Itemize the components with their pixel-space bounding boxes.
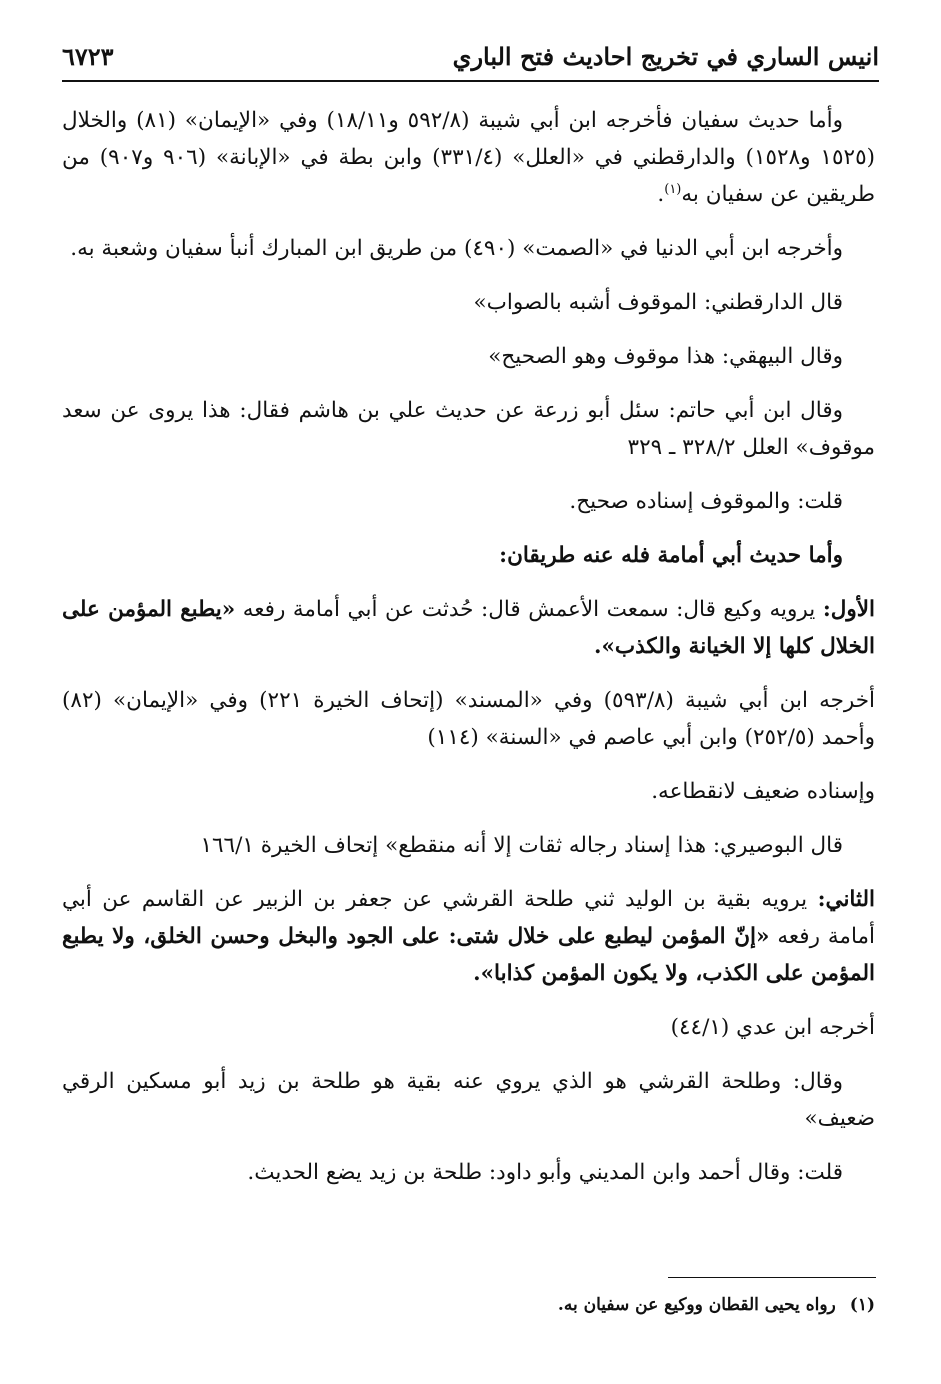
footnote-number: (١) xyxy=(849,1295,875,1315)
paragraph-busiri-quote: قال البوصيري: هذا إسناد رجاله ثقات إلا أنه منقطع» إتحاف الخيرة ١٦٦/١ xyxy=(200,833,843,858)
paragraph-sufyan-hadith: وأما حديث سفيان فأخرجه ابن أبي شيبة (٥٩٢/٨ و١٨/١١) وفي «الإيمان» (٨١) والخلال (١٥٢٥ و١٥٢٨) والدارقطني في «العلل» (٣٣١/٤) وابن بطة في «الإبانة» (٩٠٦ و٩٠٧) من طريقين عن سفيان به$^{(١)}$. xyxy=(62,108,876,207)
paragraph-author-note: قلت: والموقوف إسناده صحيح. xyxy=(569,489,843,514)
paragraph-ibn-adi: أخرجه ابن عدي (٤٤/١) xyxy=(670,1015,875,1040)
footnote xyxy=(62,1290,875,1320)
paragraph-ibn-abi-dunya: وأخرجه ابن أبي الدنيا في «الصمت» (٤٩٠) من طريق ابن المبارك أنبأ سفيان وشعبة به. xyxy=(70,236,843,261)
page-body xyxy=(62,102,875,1208)
page-number: ٦٧٢٣ xyxy=(62,42,114,71)
paragraph-second-route: الثاني: يرويه بقية بن الوليد ثني طلحة القرشي عن جعفر بن الزبير عن القاسم عن أبي أمامة رفعه «إنّ المؤمن ليطبع على خلال شتى: على الجود والبخل وحسن الخلق، ولا يطبع المؤمن على الكذب، ولا يكون المؤمن كذابا». xyxy=(62,887,875,986)
paragraph-daraqutni-quote: قال الدارقطني: الموقوف أشبه بالصواب» xyxy=(473,290,843,315)
header-rule xyxy=(62,80,879,82)
footnote-separator xyxy=(668,1277,876,1278)
paragraph-ibn-adi-comment: وقال: وطلحة القرشي هو الذي يروي عنه بقية هو طلحة بن زيد أبو مسكين الرقي ضعيف» xyxy=(62,1069,875,1131)
hadith-text-first: «يطبع المؤمن على الخلال كلها إلا الخيانة والكذب». xyxy=(62,597,875,659)
footnote-marker: (١) xyxy=(664,181,682,197)
route-label-first: الأول: xyxy=(822,597,875,622)
paragraph-weak-chain: وإسناده ضعيف لانقطاعه. xyxy=(651,779,875,804)
paragraph-first-route: الأول: يرويه وكيع قال: سمعت الأعمش قال: حُدثت عن أبي أمامة رفعه «يطبع المؤمن على الخلال كلها إلا الخيانة والكذب». xyxy=(62,597,875,659)
footnote-text: رواه يحيى القطان ووكيع عن سفيان به. xyxy=(557,1295,836,1315)
paragraph-first-route-takhrij: أخرجه ابن أبي شيبة (٥٩٣/٨) وفي «المسند» (إتحاف الخيرة ٢٢١) وفي «الإيمان» (٨٢) وأحمد (٢٥٢/٥) وابن أبي عاصم في «السنة» (١١٤) xyxy=(62,688,876,750)
running-header xyxy=(62,40,879,78)
paragraph-bayhaqi-quote: وقال البيهقي: هذا موقوف وهو الصحيح» xyxy=(488,344,843,369)
hadith-text-second: «إنّ المؤمن ليطبع على خلال شتى: على الجود والبخل وحسن الخلق، ولا يطبع المؤمن على الكذب، ولا يكون المؤمن كذابا». xyxy=(62,924,875,986)
route-label-second: الثاني: xyxy=(817,887,875,912)
section-heading-abu-umama: وأما حديث أبي أمامة فله عنه طريقان: xyxy=(499,543,843,568)
paragraph-final-note: قلت: وقال أحمد وابن المديني وأبو داود: طلحة بن زيد يضع الحديث. xyxy=(247,1160,843,1185)
book-title: انيس الساري في تخريج احاديث فتح الباري xyxy=(452,42,879,71)
paragraph-ibn-abi-hatim-quote: وقال ابن أبي حاتم: سئل أبو زرعة عن حديث علي بن هاشم فقال: هذا يروى عن سعد موقوف» العلل ٣٢٨/٢ ـ ٣٢٩ xyxy=(62,398,875,460)
